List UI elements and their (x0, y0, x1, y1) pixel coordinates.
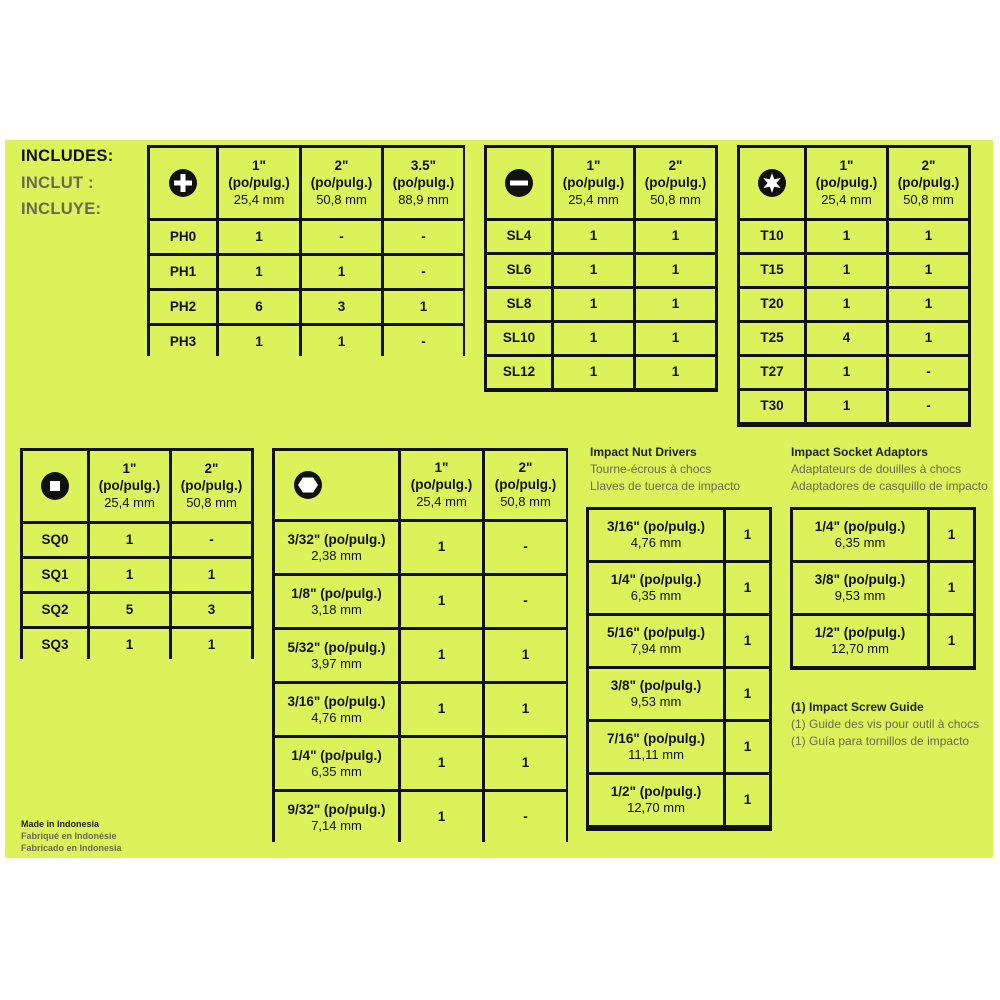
table-row-label: PH1 (150, 256, 216, 288)
slotted-bit-icon (504, 168, 534, 198)
socket-adaptors-table (790, 507, 976, 670)
table-cell: 1 (889, 323, 968, 354)
table-cell: 1 (554, 255, 633, 286)
table-cell: 1 (636, 323, 715, 354)
table-row-label: SQ1 (23, 559, 87, 591)
table-row-label: 1/2" (po/pulg.) 12,70 mm (793, 616, 927, 666)
slotted-header-1in: 1" (po/pulg.) 25,4 mm (554, 148, 633, 218)
table-cell: - (485, 522, 566, 573)
table-row-label: 5/16" (po/pulg.) 7,94 mm (589, 616, 723, 666)
table-cell: 1 (889, 221, 968, 252)
table-row-label: SL8 (487, 289, 551, 320)
torx-header-2in: 2" (po/pulg.) 50,8 mm (889, 148, 968, 218)
table-row-label: 1/8" (po/pulg.) 3,18 mm (275, 576, 398, 627)
table-cell: 1 (636, 357, 715, 388)
table-cell: 6 (219, 291, 299, 323)
table-cell: 1 (726, 563, 769, 613)
slotted-header-2in: 2" (po/pulg.) 50,8 mm (636, 148, 715, 218)
table-cell: 1 (930, 616, 973, 666)
table-row-label: SQ3 (23, 629, 87, 661)
table-cell: 1 (636, 221, 715, 252)
table-row-label: PH2 (150, 291, 216, 323)
torx-header-1in: 1" (po/pulg.) 25,4 mm (807, 148, 886, 218)
square-table (20, 448, 254, 659)
square-bit-icon (40, 471, 70, 501)
table-cell: - (485, 792, 566, 843)
table-row-label: 1/4" (po/pulg.) 6,35 mm (275, 738, 398, 789)
table-cell: 3 (302, 291, 381, 323)
phillips-bit-icon (168, 168, 198, 198)
table-cell: 1 (302, 256, 381, 288)
includes-label-fr: INCLUT : (21, 174, 94, 192)
hex-icon-cell (275, 451, 398, 519)
table-cell: 1 (485, 738, 566, 789)
table-cell: 1 (636, 289, 715, 320)
table-cell: 5 (90, 594, 169, 626)
nut-drivers-table (586, 507, 772, 831)
table-cell: 1 (401, 738, 482, 789)
table-row-label: 1/4" (po/pulg.) 6,35 mm (793, 510, 927, 560)
table-cell: 4 (807, 323, 886, 354)
table-cell: 1 (219, 326, 299, 358)
table-cell: 1 (726, 616, 769, 666)
table-row-label: SL6 (487, 255, 551, 286)
table-cell: 1 (485, 630, 566, 681)
phillips-icon-cell (150, 148, 216, 218)
table-cell: 1 (401, 792, 482, 843)
includes-label-en: INCLUDES: (21, 147, 114, 165)
phillips-header-3-5in: 3.5" (po/pulg.) 88,9 mm (384, 148, 463, 218)
table-row-label: 5/32" (po/pulg.) 3,97 mm (275, 630, 398, 681)
hex-bit-icon (293, 470, 323, 500)
table-cell: 1 (554, 289, 633, 320)
table-cell: 1 (807, 357, 886, 388)
table-cell: 1 (554, 323, 633, 354)
phillips-header-2in: 2" (po/pulg.) 50,8 mm (302, 148, 381, 218)
table-row-label: T25 (740, 323, 804, 354)
slotted-table (484, 145, 718, 392)
table-cell: - (384, 256, 463, 288)
table-cell: - (384, 221, 463, 253)
table-cell: - (384, 326, 463, 358)
table-cell: 1 (485, 684, 566, 735)
table-row-label: 3/16" (po/pulg.) 4,76 mm (275, 684, 398, 735)
square-icon-cell (23, 451, 87, 521)
table-cell: 1 (554, 221, 633, 252)
table-cell: 1 (807, 391, 886, 422)
table-cell: - (172, 524, 251, 556)
table-cell: 1 (726, 722, 769, 772)
table-row-label: 1/4" (po/pulg.) 6,35 mm (589, 563, 723, 613)
table-cell: 1 (930, 510, 973, 560)
table-cell: 1 (90, 629, 169, 661)
table-row-label: PH0 (150, 221, 216, 253)
table-cell: 1 (726, 775, 769, 825)
table-cell: 1 (302, 326, 381, 358)
torx-table (737, 145, 971, 427)
table-row-label: SQ2 (23, 594, 87, 626)
slotted-icon-cell (487, 148, 551, 218)
table-cell: 1 (401, 684, 482, 735)
table-cell: 3 (172, 594, 251, 626)
nut-drivers-title: Impact Nut Drivers Tourne-écrous à chocs Llaves de tuerca de impacto (590, 445, 741, 493)
table-cell: 1 (554, 357, 633, 388)
table-cell: 1 (636, 255, 715, 286)
hex-header-2in: 2" (po/pulg.) 50,8 mm (485, 451, 566, 519)
table-cell: 1 (889, 255, 968, 286)
screw-guide-note: (1) Impact Screw Guide (1) Guide des vis pour outil à chocs (1) Guía para tornillos de impacto (791, 700, 980, 748)
table-row-label: T15 (740, 255, 804, 286)
table-cell: - (485, 576, 566, 627)
table-cell: - (889, 357, 968, 388)
table-cell: 1 (172, 629, 251, 661)
table-cell: 1 (807, 221, 886, 252)
table-row-label: 3/8" (po/pulg.) 9,53 mm (589, 669, 723, 719)
made-in-note: Made in Indonesia Fabriqué en Indonésie Fabricado en Indonesia (21, 819, 122, 853)
hex-table (272, 448, 568, 842)
table-row-label: T10 (740, 221, 804, 252)
table-row-label: SL4 (487, 221, 551, 252)
table-cell: 1 (930, 563, 973, 613)
table-row-label: 3/32" (po/pulg.) 2,38 mm (275, 522, 398, 573)
includes-label-es: INCLUYE: (21, 200, 102, 218)
table-cell: 1 (172, 559, 251, 591)
table-row-label: T30 (740, 391, 804, 422)
table-cell: 1 (401, 522, 482, 573)
table-row-label: T27 (740, 357, 804, 388)
phillips-header-1in: 1" (po/pulg.) 25,4 mm (219, 148, 299, 218)
table-row-label: 1/2" (po/pulg.) 12,70 mm (589, 775, 723, 825)
hex-header-1in: 1" (po/pulg.) 25,4 mm (401, 451, 482, 519)
table-cell: 1 (219, 256, 299, 288)
table-cell: 1 (807, 289, 886, 320)
table-cell: 1 (90, 559, 169, 591)
table-cell: 1 (726, 510, 769, 560)
socket-adaptors-title: Impact Socket Adaptors Adaptateurs de douilles à chocs Adaptadores de casquillo de impacto (791, 445, 988, 493)
table-cell: 1 (726, 669, 769, 719)
table-row-label: 3/8" (po/pulg.) 9,53 mm (793, 563, 927, 613)
table-row-label: T20 (740, 289, 804, 320)
table-cell: 1 (384, 291, 463, 323)
square-header-1in: 1" (po/pulg.) 25,4 mm (90, 451, 169, 521)
table-row-label: SQ0 (23, 524, 87, 556)
torx-icon-cell (740, 148, 804, 218)
table-row-label: 7/16" (po/pulg.) 11,11 mm (589, 722, 723, 772)
phillips-table (147, 145, 465, 356)
table-row-label: 9/32" (po/pulg.) 7,14 mm (275, 792, 398, 843)
square-header-2in: 2" (po/pulg.) 50,8 mm (172, 451, 251, 521)
table-cell: 1 (90, 524, 169, 556)
table-cell: - (889, 391, 968, 422)
table-cell: 1 (401, 576, 482, 627)
table-cell: 1 (889, 289, 968, 320)
table-cell: 1 (219, 221, 299, 253)
table-row-label: 3/16" (po/pulg.) 4,76 mm (589, 510, 723, 560)
torx-bit-icon (757, 168, 787, 198)
table-cell: 1 (401, 630, 482, 681)
table-row-label: SL10 (487, 323, 551, 354)
table-cell: - (302, 221, 381, 253)
table-cell: 1 (807, 255, 886, 286)
table-row-label: SL12 (487, 357, 551, 388)
table-row-label: PH3 (150, 326, 216, 358)
